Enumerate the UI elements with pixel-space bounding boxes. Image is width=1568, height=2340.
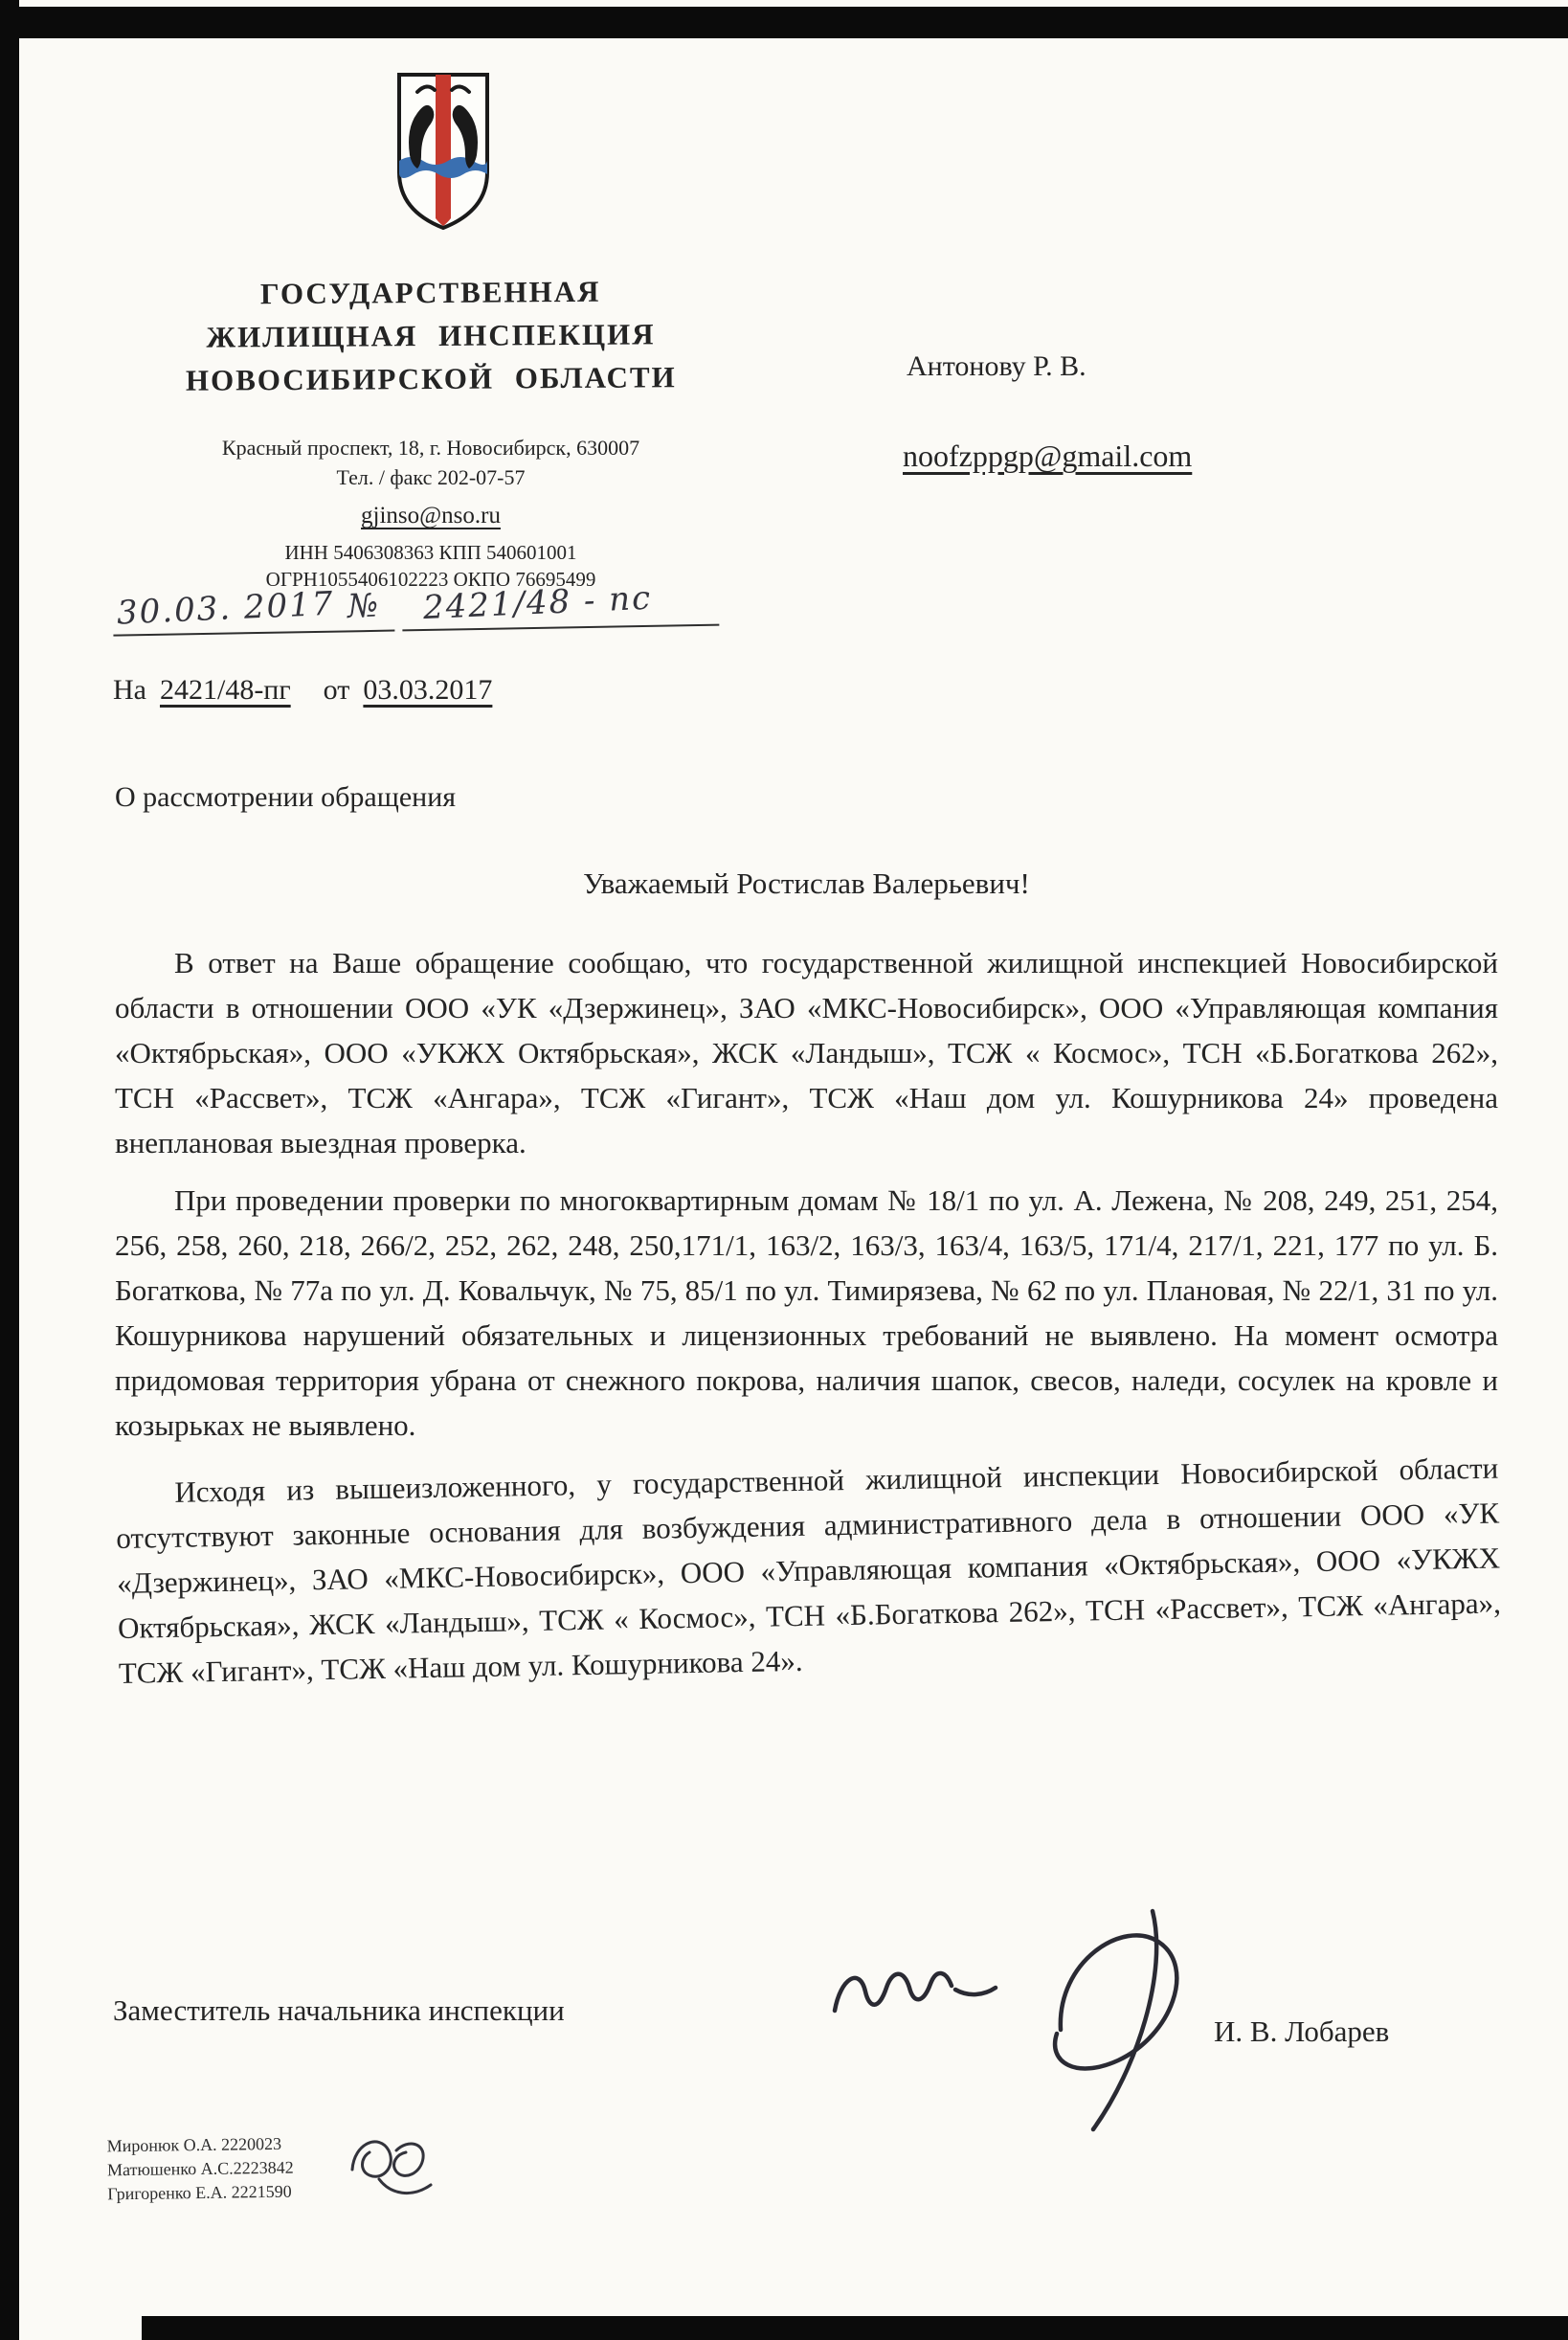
scan-artifact-top-bar — [0, 7, 1568, 38]
outgoing-registration-line — [113, 580, 736, 636]
signer-position: Заместитель начальника инспекции — [113, 1993, 565, 2027]
reply-prefix: На — [113, 674, 146, 706]
handwritten-date: 30.03. 2017 — [116, 584, 336, 633]
reply-from-label: от — [323, 674, 350, 706]
org-name-line-1: ГОСУДАРСТВЕННАЯ — [259, 274, 601, 311]
handwritten-signature-icon — [821, 1903, 1233, 2139]
recipient-email: noofzppgp@gmail.com — [903, 439, 1193, 473]
org-name — [96, 269, 767, 403]
letterhead-contacts — [96, 433, 766, 593]
body-paragraph-2: При проведении проверки по многоквартирным домам № 18/1 по ул. А. Лежена, № 208, 249, 251, 254, 256, 258, 260, 218, 266/2, 252, 262, 248, 250,171/1, 163/2, 163/3, 163/4, 163/5, 171/4, 217/1, 221, 177 по ул. Б. Богаткова, № 77а по ул. Д. Ковальчук, № 75, 85/1 по ул. Тимирязева, № 62 по ул. Плановая, № 22/1, 31 по ул. Кошурникова нарушений обязательных и лицензионных требований не выявлено. На момент осмотра придомовая территория убрана от снежного покрова, наличия шапок, свесов, наледи, сосулек на кровле и козырьках не выявлено. — [115, 1183, 1498, 1442]
date-underline — [113, 584, 394, 637]
reply-number: 2421/48-пг — [159, 674, 291, 706]
coat-of-arms-icon — [385, 67, 502, 236]
executor-2: Матюшенко А.С.2223842 — [106, 2157, 294, 2180]
signer-name: И. В. Лобарев — [1214, 2014, 1390, 2048]
letter-body — [115, 940, 1502, 1708]
number-sign: № — [347, 586, 382, 626]
org-ogrn-okpo: ОГРН1055406102223 ОКПО 76695499 — [265, 568, 596, 591]
handwritten-initials-icon — [337, 2118, 450, 2206]
body-paragraph-1: В ответ на Ваше обращение сообщаю, что государственной жилищной инспекцией Новосибирской области в отношении ООО «УК «Дзержинец», ЗАО «МКС-Новосибирск», ООО «Управляющая компания «Октябрьская», ООО «УКЖХ Октябрьская», ЖСК «Ландыш», ТСЖ « Космос», ТСН «Б.Богаткова 262», ТСН «Рассвет», ТСЖ «Ангара», ТСЖ «Гигант», ТСЖ «Наш дом ул. Кошурникова 24» проведена внеплановая выездная проверка. — [115, 946, 1498, 1159]
org-inn-kpp: ИНН 5406308363 КПП 540601001 — [284, 541, 577, 564]
executors-block — [106, 2132, 294, 2207]
recipient-name: Антонову Р. В. — [907, 350, 1086, 382]
body-paragraph-3: Исходя из вышеизложенного, у государственной жилищной инспекции Новосибирской области отсутствуют законные основания для возбуждения административного дела в отношении ООО «УК «Дзержинец», ЗАО «МКС-Новосибирск», ООО «Управляющая компания «Октябрьская», ООО «УКЖХ Октябрьская», ЖСК «Ландыш», ТСЖ « Космос», ТСН «Б.Богаткова 262», ТСН «Рассвет», ТСЖ «Ангара», ТСЖ «Гигант», ТСЖ «Наш дом ул. Кошурникова 24». — [115, 1451, 1502, 1690]
scan-artifact-bottom-bar — [142, 2316, 1568, 2340]
reply-reference-line — [113, 674, 492, 707]
executor-1: Миронюк О.А. 2220023 — [106, 2133, 282, 2156]
org-name-line-3: НОВОСИБИРСКОЙ ОБЛАСТИ — [185, 360, 677, 397]
salutation: Уважаемый Ростислав Валерьевич! — [583, 866, 1030, 900]
handwritten-number: 2421/48 - пс — [421, 578, 653, 628]
org-address: Красный проспект, 18, г. Новосибирск, 630007 — [221, 436, 640, 460]
org-phone: Тел. / факс 202-07-57 — [336, 465, 526, 489]
subject-line: О рассмотрении обращения — [115, 781, 457, 813]
org-name-line-2: ЖИЛИЩНАЯ ИНСПЕКЦИЯ — [206, 317, 656, 354]
reply-date: 03.03.2017 — [363, 674, 493, 706]
org-email: gjinso@nso.ru — [361, 503, 501, 529]
executor-3: Григоренко Е.А. 2221590 — [107, 2181, 292, 2204]
number-underline — [401, 578, 719, 632]
scan-artifact-left-bar — [0, 0, 19, 2340]
